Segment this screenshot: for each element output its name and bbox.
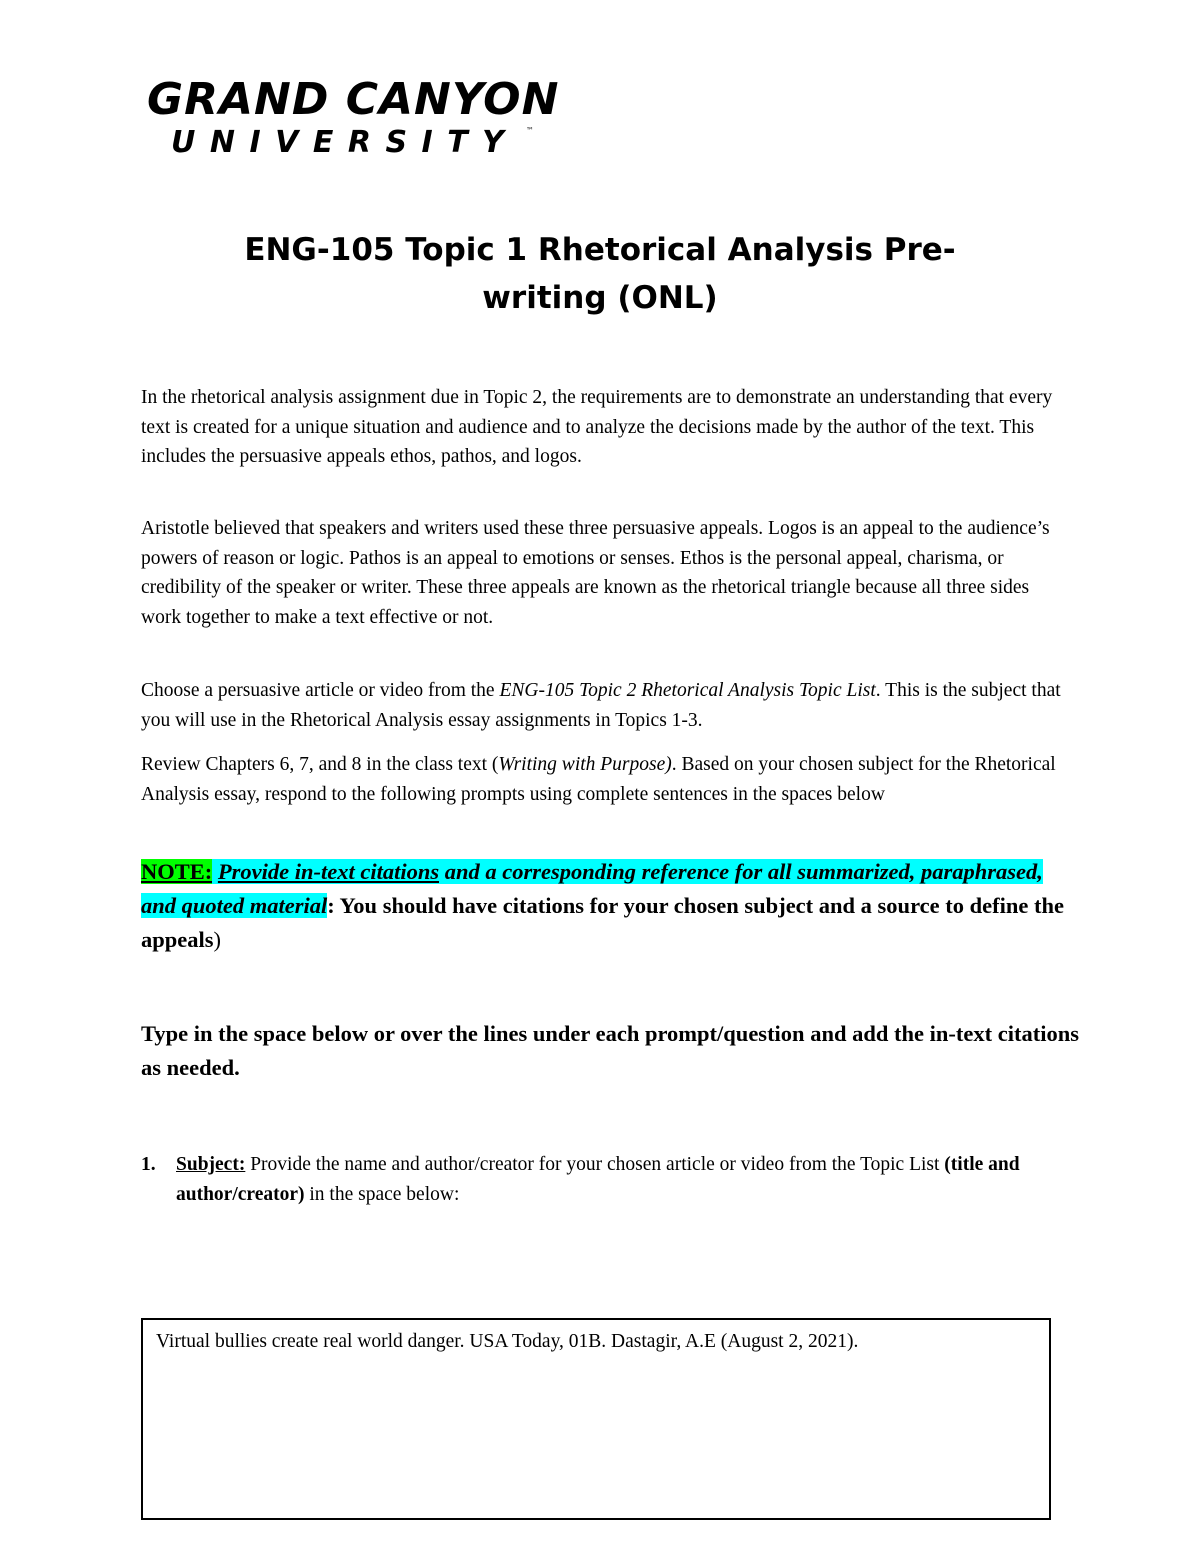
- choose-subject-text-b: . This is the subject that you will use in the Rhetorical Analysis essay assignments in Topics 1-3.: [141, 680, 1061, 731]
- prompt-1-text-a: Provide the name and author/creator for your chosen article or video from the Topic List: [245, 1154, 945, 1175]
- title-line-2: writing (ONL): [482, 280, 718, 316]
- topic-list-title: ENG-105 Topic 2 Rhetorical Analysis Topic List: [499, 680, 876, 701]
- title-line-1: ENG-105 Topic 1 Rhetorical Analysis Pre-: [244, 232, 956, 268]
- class-text-title: Writing with Purpose): [498, 754, 672, 775]
- note-paren: ): [213, 927, 222, 952]
- note-reference-text: and a corresponding reference for all summarized, paraphrased, and quoted material: [141, 859, 1043, 918]
- review-text-b: . Based on your chosen subject for the Rhetorical Analysis essay, respond to the following prompts using complete sentences in the spaces below: [141, 754, 1056, 805]
- answer-1-text: Virtual bullies create real world danger. USA Today, 01B. Dastagir, A.E (August 2, 2021).: [156, 1331, 859, 1352]
- document-title: [140, 226, 1060, 322]
- answer-1-box[interactable]: [141, 1318, 1051, 1520]
- note-rest: You should have citations for your chosen subject and a source to define the appeals: [141, 893, 1064, 952]
- citation-note: [141, 855, 1071, 957]
- prompt-1-label: Subject:: [176, 1154, 246, 1175]
- aristotle-paragraph: Aristotle believed that speakers and writers used these three persuasive appeals. Logos is an appeal to the audience’s powers of reason or logic. Pathos is an appeal to emotions or senses. Ethos is the personal appeal, charisma, or credibility of the speaker or writer. These three appeals are known as the rhetorical triangle because all three sides work together to make a text effective or not.: [141, 518, 1050, 628]
- university-logo: [147, 76, 567, 166]
- choose-subject-paragraph: [141, 676, 1061, 735]
- intro-paragraph: In the rhetorical analysis assignment due in Topic 2, the requirements are to demonstrate an understanding that every text is created for a unique situation and audience and to analyze the decisions made by the author of the text. This includes the persuasive appeals ethos, pathos, and logos.: [141, 387, 1053, 467]
- prompt-1-number: 1.: [141, 1154, 156, 1175]
- logo-line-university: UNIVERSITY: [171, 125, 519, 160]
- note-colon: :: [327, 893, 335, 918]
- review-text-a: Review Chapters 6, 7, and 8 in the class text (: [141, 754, 499, 775]
- note-in-text-citations: Provide in-text citations: [217, 859, 440, 884]
- typing-instruction: Type in the space below or over the lines under each prompt/question and add the in-text citations as needed.: [141, 1021, 1079, 1080]
- logo-line-grand-canyon: GRAND CANYON: [147, 74, 560, 125]
- review-chapters-paragraph: [141, 750, 1061, 809]
- choose-subject-text-a: Choose a persuasive article or video from the: [141, 680, 500, 701]
- trademark-symbol: ™: [526, 126, 534, 135]
- prompt-1-text: [176, 1150, 1066, 1209]
- note-label: NOTE:: [141, 859, 213, 884]
- prompt-1-bold: (title and author/creator): [176, 1154, 1020, 1205]
- prompt-1-text-b: in the space below:: [304, 1183, 460, 1205]
